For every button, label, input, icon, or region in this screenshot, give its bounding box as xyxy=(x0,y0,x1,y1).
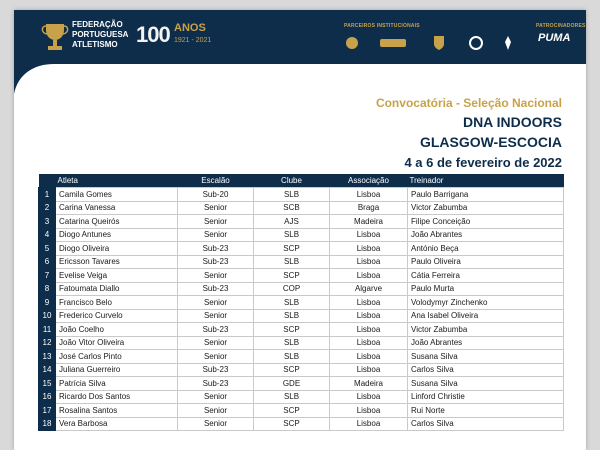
row-number: 14 xyxy=(39,363,56,377)
athlete-club: SCP xyxy=(254,242,330,256)
athlete-club: SLB xyxy=(254,350,330,364)
federation-name-line: FEDERAÇÃO xyxy=(72,20,123,29)
athlete-category: Sub-20 xyxy=(178,188,254,202)
row-number: 5 xyxy=(39,242,56,256)
header-athlete: Atleta xyxy=(56,174,178,188)
table-row xyxy=(39,296,564,310)
table-row xyxy=(39,201,564,215)
athlete-coach: António Beça xyxy=(408,242,564,256)
athlete-coach: Volodymyr Zinchenko xyxy=(408,296,564,310)
centenary-number: 100 xyxy=(136,22,170,47)
athlete-category: Senior xyxy=(178,417,254,431)
athlete-category: Senior xyxy=(178,269,254,283)
partner-emblem-icon xyxy=(468,34,484,52)
row-number: 3 xyxy=(39,215,56,229)
athlete-category: Senior xyxy=(178,336,254,350)
table-row xyxy=(39,188,564,202)
header-curve xyxy=(14,64,586,94)
athlete-club: SLB xyxy=(254,336,330,350)
athlete-club: SCP xyxy=(254,363,330,377)
athlete-club: AJS xyxy=(254,215,330,229)
header-club: Clube xyxy=(254,174,330,188)
row-number: 13 xyxy=(39,350,56,364)
athlete-club: COP xyxy=(254,282,330,296)
table-row xyxy=(39,377,564,391)
athlete-club: SCB xyxy=(254,201,330,215)
table-row xyxy=(39,269,564,283)
row-number: 12 xyxy=(39,336,56,350)
athlete-category: Senior xyxy=(178,404,254,418)
athlete-coach: João Abrantes xyxy=(408,228,564,242)
table-row xyxy=(39,417,564,431)
centenary-label: ANOS xyxy=(174,22,206,34)
fpa-trophy-logo xyxy=(40,20,70,54)
athlete-association: Braga xyxy=(330,201,408,215)
athlete-association: Lisboa xyxy=(330,417,408,431)
athlete-name: João Coelho xyxy=(56,323,178,337)
athlete-coach: Rui Norte xyxy=(408,404,564,418)
athlete-association: Lisboa xyxy=(330,296,408,310)
row-number: 17 xyxy=(39,404,56,418)
athlete-club: SLB xyxy=(254,309,330,323)
event-title: DNA INDOORS xyxy=(462,114,562,130)
table-row xyxy=(39,336,564,350)
athlete-association: Lisboa xyxy=(330,255,408,269)
athlete-category: Senior xyxy=(178,296,254,310)
athlete-association: Algarve xyxy=(330,282,408,296)
athlete-association: Lisboa xyxy=(330,336,408,350)
partner-crest-icon xyxy=(432,34,446,52)
centenary-years: 1921 - 2021 xyxy=(174,37,212,44)
table-row xyxy=(39,323,564,337)
athlete-category: Sub-23 xyxy=(178,323,254,337)
athlete-club: SLB xyxy=(254,228,330,242)
athlete-association: Lisboa xyxy=(330,269,408,283)
athlete-name: José Carlos Pinto xyxy=(56,350,178,364)
athlete-category: Sub-23 xyxy=(178,363,254,377)
athlete-name: Ericsson Tavares xyxy=(56,255,178,269)
athlete-name: Carina Vanessa xyxy=(56,201,178,215)
row-number: 10 xyxy=(39,309,56,323)
athlete-coach: Paulo Murta xyxy=(408,282,564,296)
athlete-club: GDE xyxy=(254,377,330,391)
athlete-category: Senior xyxy=(178,228,254,242)
athlete-club: SCP xyxy=(254,404,330,418)
athlete-category: Sub-23 xyxy=(178,377,254,391)
athletes-table-body xyxy=(39,188,564,431)
athlete-club: SCP xyxy=(254,417,330,431)
row-number: 8 xyxy=(39,282,56,296)
row-number: 15 xyxy=(39,377,56,391)
row-number: 18 xyxy=(39,417,56,431)
athlete-name: Diogo Oliveira xyxy=(56,242,178,256)
athlete-name: Camila Gomes xyxy=(56,188,178,202)
athlete-category: Senior xyxy=(178,215,254,229)
document-subtitle: Convocatória - Seleção Nacional xyxy=(375,96,562,110)
federation-name xyxy=(72,20,128,50)
header-coach: Treinador xyxy=(408,174,564,188)
athlete-name: Catarina Queirós xyxy=(56,215,178,229)
row-number: 2 xyxy=(39,201,56,215)
athlete-club: SCP xyxy=(254,269,330,283)
athlete-coach: Victor Zabumba xyxy=(408,323,564,337)
athlete-coach: Carlos Silva xyxy=(408,417,564,431)
athlete-name: Evelise Veiga xyxy=(56,269,178,283)
table-row xyxy=(39,282,564,296)
athlete-coach: Susana Silva xyxy=(408,377,564,391)
athlete-association: Lisboa xyxy=(330,350,408,364)
athlete-name: Vera Barbosa xyxy=(56,417,178,431)
athlete-name: Francisco Belo xyxy=(56,296,178,310)
athlete-club: SLB xyxy=(254,390,330,404)
athlete-coach: Victor Zabumba xyxy=(408,201,564,215)
athlete-coach: Susana Silva xyxy=(408,350,564,364)
athlete-category: Sub-23 xyxy=(178,242,254,256)
athlete-coach: Paulo Oliveira xyxy=(408,255,564,269)
row-number: 1 xyxy=(39,188,56,202)
athlete-name: Ricardo Dos Santos xyxy=(56,390,178,404)
athlete-coach: João Abrantes xyxy=(408,336,564,350)
row-number: 9 xyxy=(39,296,56,310)
athlete-club: SLB xyxy=(254,296,330,310)
athlete-category: Senior xyxy=(178,309,254,323)
athlete-name: Patrícia Silva xyxy=(56,377,178,391)
athlete-category: Senior xyxy=(178,390,254,404)
athlete-coach: Paulo Barrigana xyxy=(408,188,564,202)
athlete-coach: Cátia Ferreira xyxy=(408,269,564,283)
event-dates: 4 a 6 de fevereiro de 2022 xyxy=(404,155,562,170)
table-row xyxy=(39,242,564,256)
federation-name-line: ATLETISMO xyxy=(72,40,118,49)
row-number: 4 xyxy=(39,228,56,242)
athlete-club: SLB xyxy=(254,255,330,269)
athlete-association: Madeira xyxy=(330,377,408,391)
row-number: 16 xyxy=(39,390,56,404)
partner-figure-icon xyxy=(502,34,514,52)
table-row xyxy=(39,215,564,229)
table-row xyxy=(39,350,564,364)
table-row xyxy=(39,255,564,269)
partner-logo-icon xyxy=(344,34,360,52)
athlete-name: João Vitor Oliveira xyxy=(56,336,178,350)
athlete-association: Lisboa xyxy=(330,228,408,242)
sponsors-title: PATROCINADORES xyxy=(536,23,586,29)
athlete-name: Diogo Antunes xyxy=(56,228,178,242)
header-number-cell xyxy=(39,174,56,188)
athlete-association: Lisboa xyxy=(330,309,408,323)
athlete-name: Juliana Guerreiro xyxy=(56,363,178,377)
athlete-club: SLB xyxy=(254,188,330,202)
document-sheet xyxy=(14,10,586,450)
table-header-row xyxy=(39,174,564,188)
athlete-coach: Ana Isabel Oliveira xyxy=(408,309,564,323)
document-header xyxy=(14,10,586,64)
athlete-association: Lisboa xyxy=(330,363,408,377)
athlete-category: Senior xyxy=(178,350,254,364)
athlete-coach: Linford Christie xyxy=(408,390,564,404)
athletes-table xyxy=(38,174,564,431)
table-row xyxy=(39,404,564,418)
table-row xyxy=(39,390,564,404)
athlete-association: Lisboa xyxy=(330,188,408,202)
athlete-name: Frederico Curvelo xyxy=(56,309,178,323)
athlete-association: Lisboa xyxy=(330,242,408,256)
athlete-category: Senior xyxy=(178,201,254,215)
table-row xyxy=(39,309,564,323)
athlete-club: SCP xyxy=(254,323,330,337)
header-category: Escalão xyxy=(178,174,254,188)
row-number: 7 xyxy=(39,269,56,283)
athlete-association: Madeira xyxy=(330,215,408,229)
table-row xyxy=(39,228,564,242)
athlete-coach: Filipe Conceição xyxy=(408,215,564,229)
athlete-association: Lisboa xyxy=(330,323,408,337)
puma-logo: PUMA xyxy=(538,32,571,44)
athlete-association: Lisboa xyxy=(330,404,408,418)
athlete-coach: Carlos Silva xyxy=(408,363,564,377)
athlete-association: Lisboa xyxy=(330,390,408,404)
athlete-category: Sub-23 xyxy=(178,255,254,269)
event-location: GLASGOW-ESCOCIA xyxy=(419,134,562,150)
partner-logo-icon xyxy=(378,34,408,52)
table-row xyxy=(39,363,564,377)
row-number: 11 xyxy=(39,323,56,337)
row-number: 6 xyxy=(39,255,56,269)
athlete-name: Rosalina Santos xyxy=(56,404,178,418)
athlete-name: Fatoumata Diallo xyxy=(56,282,178,296)
header-association: Associação xyxy=(330,174,408,188)
athlete-category: Sub-23 xyxy=(178,282,254,296)
partners-title: PARCEIROS INSTITUCIONAIS xyxy=(344,23,420,29)
federation-name-line: PORTUGUESA xyxy=(72,30,129,39)
